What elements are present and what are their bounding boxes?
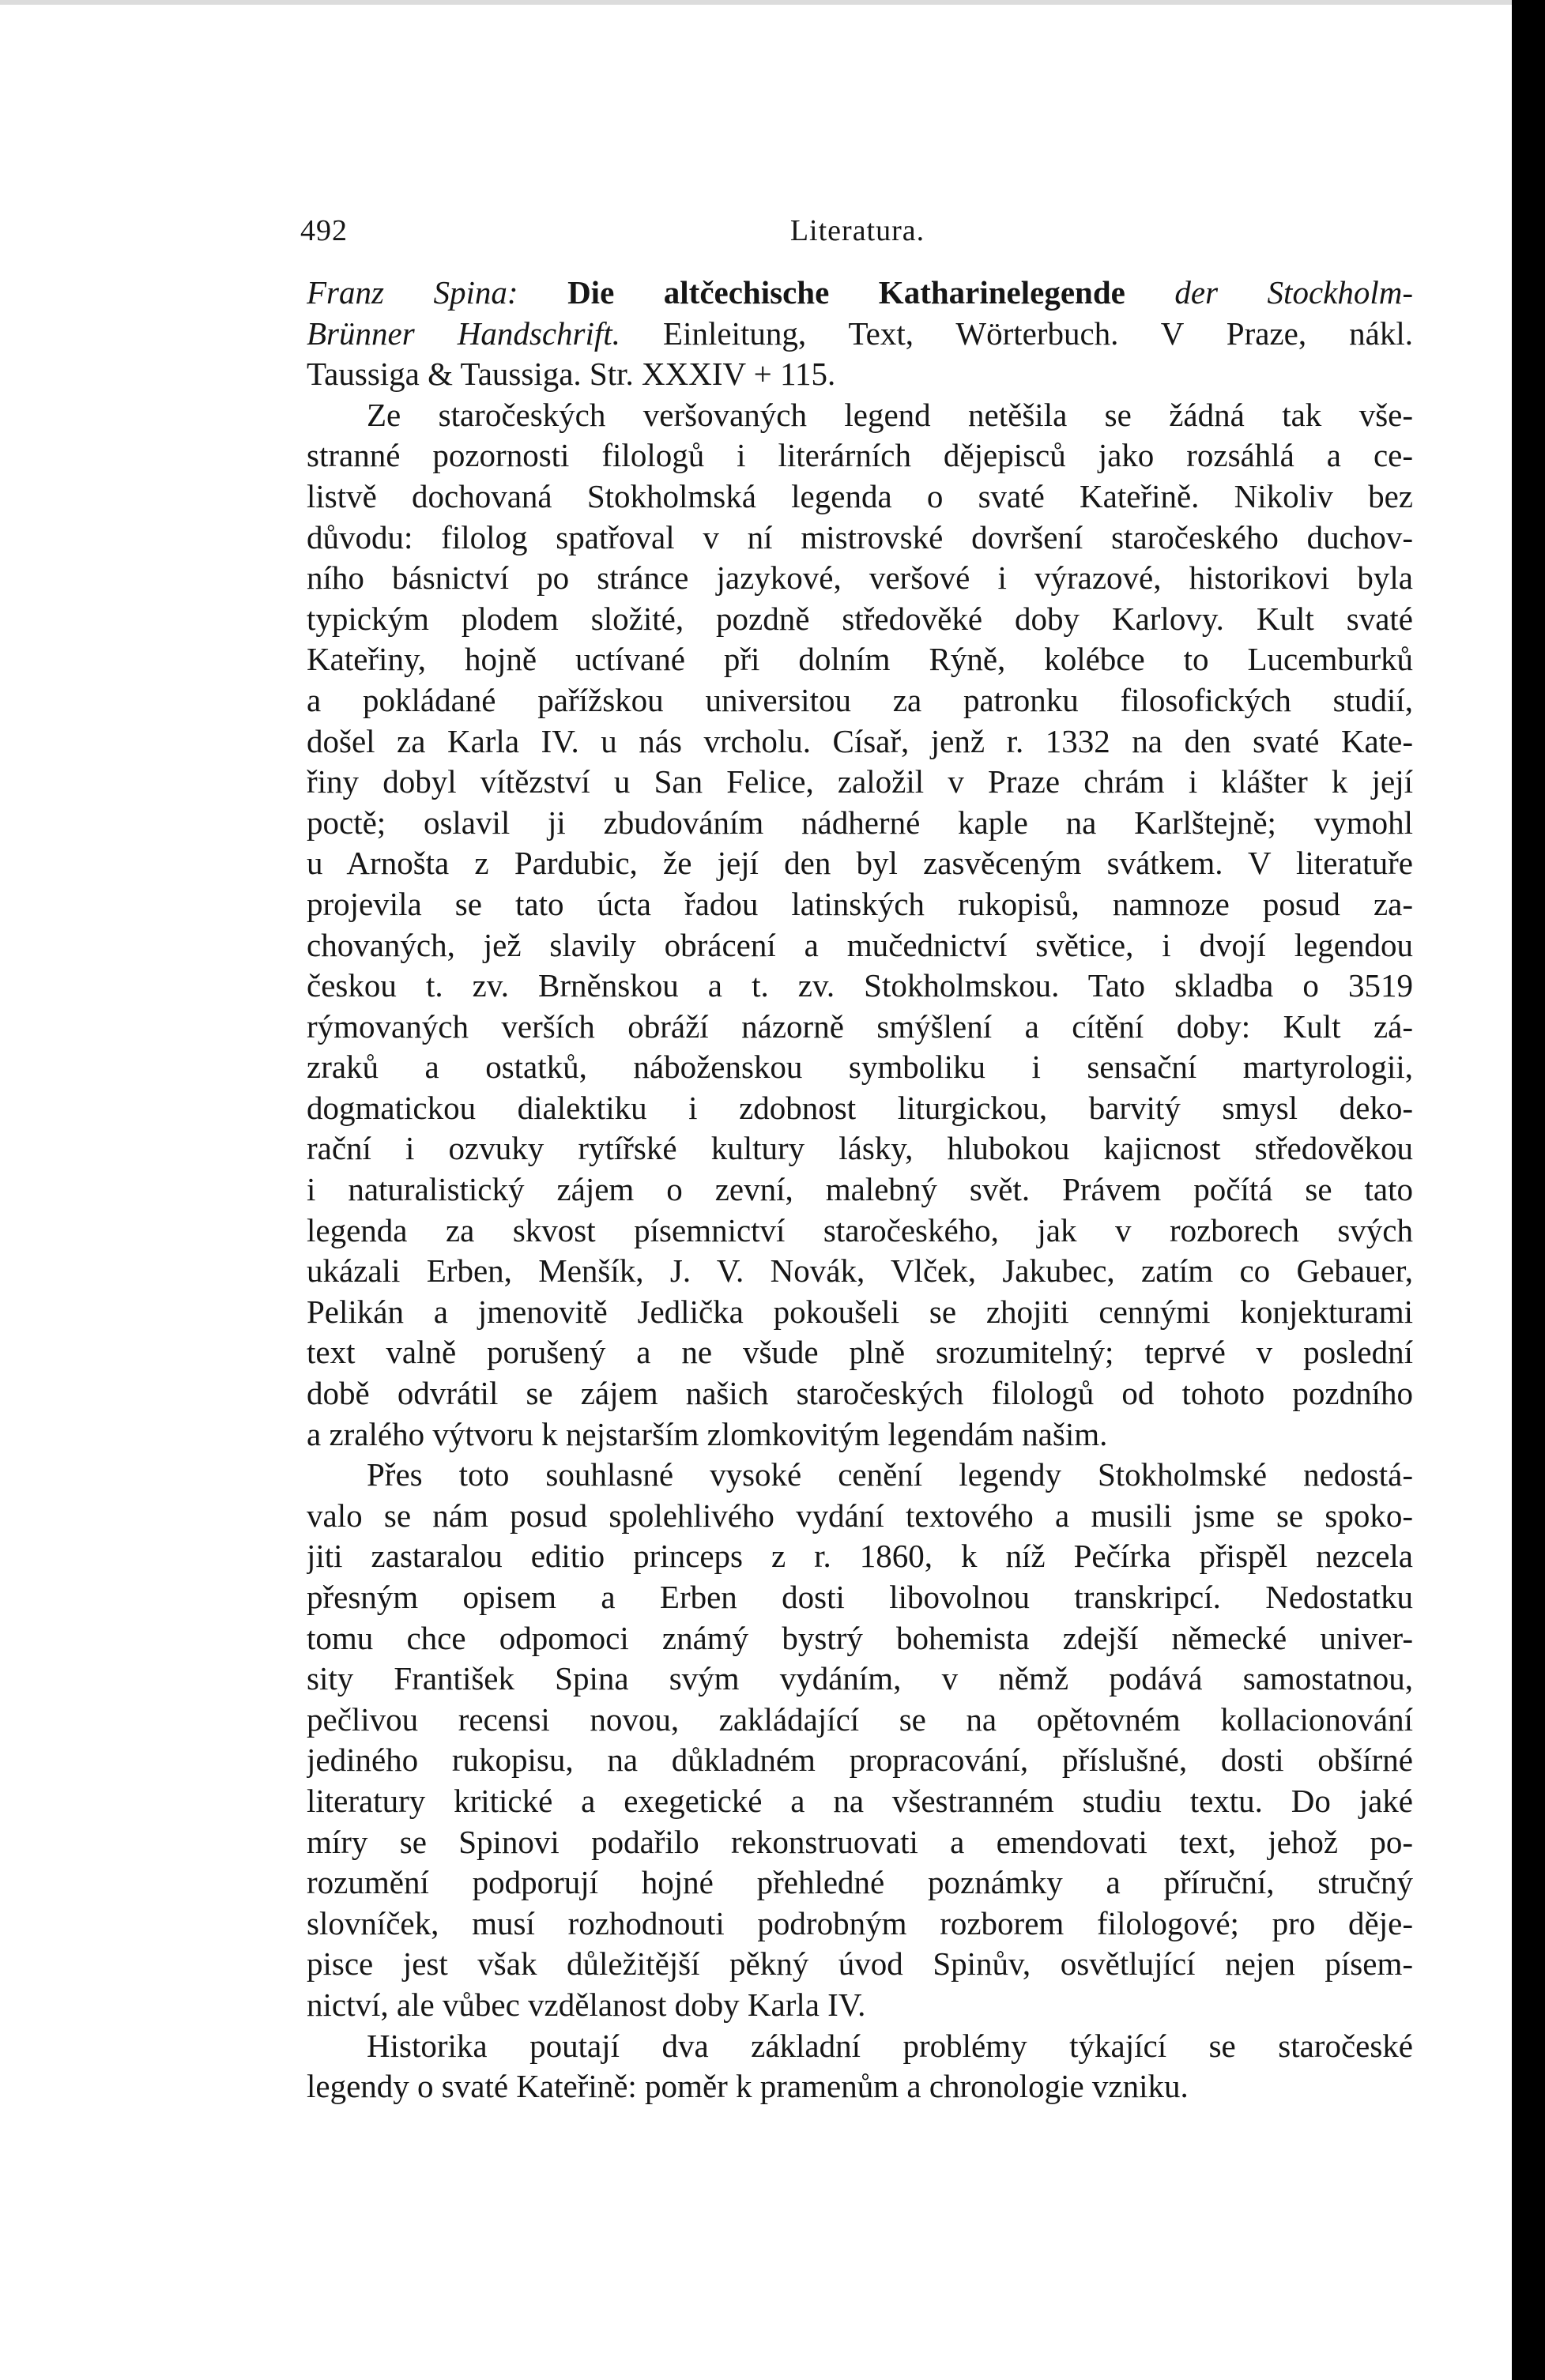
citation-line: Taussiga & Taussiga. Str. XXXIV + 115. — [307, 356, 836, 393]
text-line: došel za Karla IV. u nás vrcholu. Císař, jenž r. 1332 na den svaté Kate- — [307, 722, 1413, 759]
text-line: u Arnošta z Pardubic, že její den byl zasvěceným svátkem. V literatuře — [307, 845, 1413, 882]
text-line: míry se Spinovi podařilo rekonstruovati a emendovati text, jehož po- — [307, 1823, 1413, 1860]
text-line: Historika poutají dva základní problémy týkající se staročeské — [367, 2027, 1413, 2064]
text-line: ního básnictví po stránce jazykové, veršové i výrazové, historikovi byla — [307, 559, 1413, 597]
text-line: valo se nám posud spolehlivého vydání textového a musili jsme se spoko- — [307, 1497, 1413, 1534]
text-line: pečlivou recensi novou, zakládající se na opětovném kollacionování — [307, 1700, 1413, 1738]
text-line: době odvrátil se zájem našich staročeských filologů od tohoto pozdního — [307, 1375, 1413, 1412]
citation-title-rest: der Stockholm- — [1174, 274, 1413, 311]
text-line: českou t. zv. Brněnskou a t. zv. Stokholmskou. Tato skladba o 3519 — [307, 967, 1413, 1004]
text-line: rýmovaných verších obráží názorně smýšlení a cítění doby: Kult zá- — [307, 1007, 1413, 1045]
citation-manuscript: Brünner Handschrift. — [307, 314, 620, 352]
running-head — [300, 213, 1415, 261]
text-line: tomu chce odpomoci známý bystrý bohemista zdejší německé univer- — [307, 1619, 1413, 1656]
text-line: ukázali Erben, Menšík, J. V. Novák, Vlček, Jakubec, zatím co Gebauer, — [307, 1252, 1413, 1290]
text-line: přesným opisem a Erben dosti libovolnou transkripcí. Nedostatku — [307, 1579, 1413, 1615]
citation-author: Franz Spina: — [307, 274, 518, 311]
text-line: legenda za skvost písemnictví staročeského, jak v rozborech svých — [307, 1211, 1413, 1248]
text-line: nictví, ale vůbec vzdělanost doby Karla IV. — [307, 1986, 866, 2023]
text-line: chovaných, jež slavily obrácení a mučednictví světice, i dvojí legendou — [307, 926, 1413, 963]
text-line: řiny dobyl vítězství u San Felice, založil v Praze chrám i klášter k její — [307, 763, 1413, 800]
text-line: typickým plodem složité, pozdně středověké doby Karlovy. Kult svaté — [307, 600, 1413, 637]
citation-details: Einleitung, Text, Wörterbuch. V Praze, nákl. — [663, 314, 1413, 352]
text-line: listvě dochovaná Stokholmská legenda o svaté Kateřině. Nikoliv bez — [307, 477, 1413, 514]
text-line: sity František Spina svým vydáním, v němž podává samostatnou, — [307, 1660, 1413, 1697]
scan-border-top — [0, 0, 1545, 5]
text-line: Přes toto souhlasné vysoké cenění legendy Stokholmské nedostá- — [367, 1456, 1413, 1493]
text-line: poctě; oslavil ji zbudováním nádherné kaple na Karlštejně; vymohl — [307, 804, 1413, 841]
text-line: projevila se tato úcta řadou latinských rukopisů, namnoze posud za- — [307, 885, 1413, 922]
text-line: literatury kritické a exegetické a na všestranném studiu textu. Do jaké — [307, 1782, 1413, 1819]
text-line: jiti zastaralou editio princeps z r. 1860, k níž Pečírka přispěl nezcela — [307, 1538, 1413, 1575]
text-line: stranné pozornosti filologů i literárních dějepisců jako rozsáhlá a ce- — [307, 437, 1413, 474]
text-line: Ze staročeských veršovaných legend netěšila se žádná tak vše- — [367, 396, 1413, 433]
paragraph-1 — [307, 395, 1413, 1455]
paragraph-3 — [307, 2026, 1413, 2107]
paragraph-2 — [307, 1455, 1413, 2025]
page-title: Literatura. — [789, 214, 925, 247]
citation-line — [307, 273, 1413, 314]
text-line: i naturalistický zájem o zevní, malebný svět. Právem počítá se tato — [307, 1171, 1413, 1208]
text-line: rozumění podporují hojné přehledné poznámky a příruční, stručný — [307, 1864, 1413, 1901]
scan-border-right — [1512, 0, 1545, 2380]
text-line: a zralého výtvoru k nejstarším zlomkovitým legendám našim. — [307, 1415, 1108, 1452]
text-line: Kateřiny, hojně uctívané při dolním Rýně, kolébce to Lucemburků — [307, 641, 1413, 678]
citation-line — [307, 314, 1413, 355]
text-line: dogmatickou dialektiku i zdobnost liturgickou, barvitý smysl deko- — [307, 1089, 1413, 1126]
text-line: pisce jest však důležitější pěkný úvod Spinův, osvětlující nejen písem- — [307, 1945, 1413, 1983]
text-line: zraků a ostatků, náboženskou symboliku i sensační martyrologii, — [307, 1049, 1413, 1086]
text-line: jediného rukopisu, na důkladném propracování, příslušné, dosti obšírné — [307, 1742, 1413, 1779]
article-body — [307, 273, 1413, 2107]
text-line: důvodu: filolog spatřoval v ní mistrovské dovršení staročeského duchov- — [307, 518, 1413, 555]
text-line: rační i ozvuky rytířské kultury lásky, hlubokou kajicnost středověkou — [307, 1130, 1413, 1167]
text-line: a pokládané pařížskou universitou za patronku filosofických studií, — [307, 681, 1413, 718]
text-line: Pelikán a jmenovitě Jedlička pokoušeli se zhojiti cennými konjekturami — [307, 1293, 1413, 1330]
text-line: text valně porušený a ne všude plně srozumitelný; teprvé v poslední — [307, 1334, 1413, 1371]
citation-title: Die altčechische Katharinelegende — [567, 274, 1125, 311]
page-number: 492 — [300, 214, 348, 247]
text-line: legendy o svaté Kateřině: poměr k pramenům a chronologie vzniku. — [307, 2068, 1189, 2105]
text-line: slovníček, musí rozhodnouti podrobným rozborem filologové; pro děje- — [307, 1904, 1413, 1941]
